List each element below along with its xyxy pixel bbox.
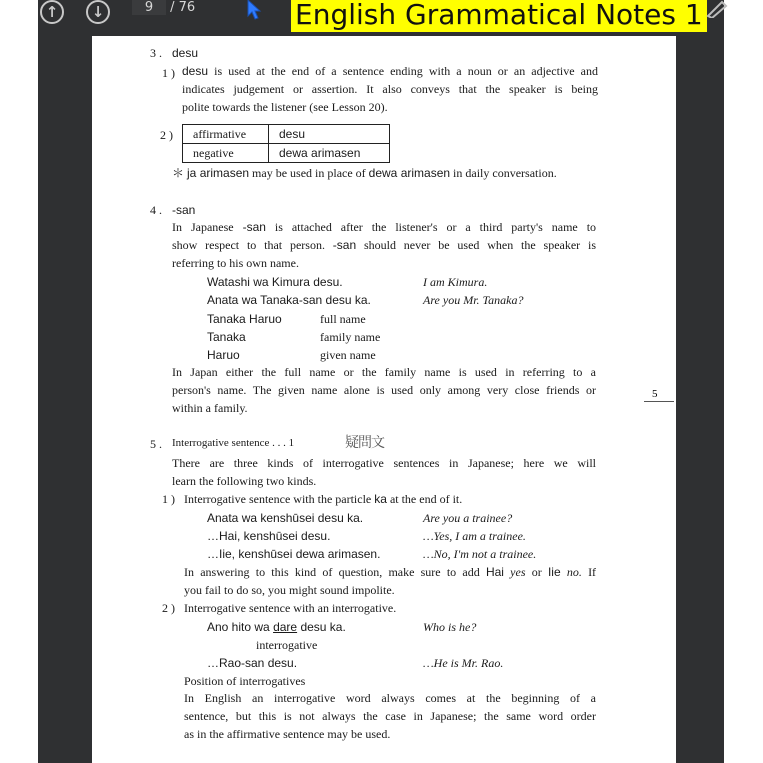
handwritten-note: 疑問文 bbox=[345, 435, 384, 451]
s5-intro-line2: learn the following two kinds. bbox=[172, 474, 317, 488]
example-en: I am Kimura. bbox=[423, 275, 488, 289]
example-en: full name bbox=[320, 312, 366, 326]
s4-para-line2: person's name. The given name alone is used only among very close friends or bbox=[172, 383, 596, 397]
s3-p1-line2: indicates judgement or assertion. It also conveys that the speaker is being bbox=[182, 82, 598, 96]
section-3-number: 3 . bbox=[150, 46, 162, 60]
document-page bbox=[92, 36, 676, 763]
section-4-number: 4 . bbox=[150, 203, 162, 217]
example-jp: Anata wa Tanaka-san desu ka. bbox=[207, 293, 371, 307]
item-5-2-number: 2 ) bbox=[162, 601, 175, 615]
example-jp: …Iie, kenshūsei dewa arimasen. bbox=[207, 547, 381, 561]
item-5-1-number: 1 ) bbox=[162, 492, 175, 506]
margin-page-number: 5 bbox=[652, 388, 658, 400]
example-jp: Watashi wa Kimura desu. bbox=[207, 275, 343, 289]
example-jp: Tanaka Haruo bbox=[207, 312, 282, 326]
example-en: …No, I'm not a trainee. bbox=[423, 547, 537, 561]
viewer-toolbar bbox=[0, 0, 763, 32]
interrogative-note: interrogative bbox=[256, 638, 318, 652]
margin-rule bbox=[644, 401, 674, 402]
table-row bbox=[183, 125, 390, 144]
example-jp: Ano hito wa dare desu ka. bbox=[207, 620, 346, 634]
table-cell: negative bbox=[183, 144, 269, 163]
item-3-1-number: 1 ) bbox=[162, 66, 175, 80]
s5-intro-line1: There are three kinds of interrogative sentences in Japanese; here we will bbox=[172, 456, 596, 470]
example-jp: Anata wa kenshūsei desu ka. bbox=[207, 511, 364, 525]
position-title: Position of interrogatives bbox=[184, 674, 306, 688]
page-number-input[interactable]: 9 bbox=[132, 0, 166, 15]
table-row bbox=[183, 144, 390, 163]
cursor-icon bbox=[247, 0, 263, 20]
example-en: …Yes, I am a trainee. bbox=[423, 529, 526, 543]
table-cell: dewa arimasen bbox=[269, 144, 390, 163]
s5-answer-line1: In answering to this kind of question, make sure to add Hai yes or Iie no. If bbox=[184, 565, 597, 579]
example-jp: Haruo bbox=[207, 348, 240, 362]
title-banner: English Grammatical Notes 1 bbox=[291, 0, 707, 32]
pen-icon[interactable] bbox=[706, 0, 728, 18]
example-en: Are you a trainee? bbox=[423, 511, 513, 525]
example-en: given name bbox=[320, 348, 376, 362]
example-en: …He is Mr. Rao. bbox=[423, 656, 504, 670]
section-5-heading: Interrogative sentence . . . 1 bbox=[172, 437, 295, 449]
table-cell: affirmative bbox=[183, 125, 269, 144]
s5-item2: Interrogative sentence with an interrogative. bbox=[184, 601, 397, 615]
example-jp: …Hai, kenshūsei desu. bbox=[207, 529, 331, 543]
s3-p1-line3: polite towards the listener (see Lesson 20). bbox=[182, 100, 388, 114]
example-jp: …Rao-san desu. bbox=[207, 656, 298, 670]
example-en: family name bbox=[320, 330, 381, 344]
section-4-heading: -san bbox=[172, 203, 196, 217]
s4-para-line3: within a family. bbox=[172, 401, 248, 415]
s4-line1: In Japanese -san is attached after the listener's or a third party's name to bbox=[172, 220, 597, 234]
table-cell: desu bbox=[269, 125, 390, 144]
section-5-number: 5 . bbox=[150, 437, 162, 451]
scroll-down-icon[interactable]: ↓ bbox=[86, 0, 110, 24]
s4-line3: referring to his own name. bbox=[172, 256, 299, 270]
s5-item1: Interrogative sentence with the particle ka at the end of it. bbox=[184, 492, 463, 506]
s3-p1-line1: desu is used at the end of a sentence ending with a noun or an adjective and bbox=[182, 64, 598, 78]
section-3-heading: desu bbox=[172, 46, 199, 60]
desu-table bbox=[182, 124, 390, 163]
example-en: Who is he? bbox=[423, 620, 477, 634]
example-jp: Tanaka bbox=[207, 330, 246, 344]
s3-note: ＊ ja arimasen may be used in place of dewa arimasen in daily conversation. bbox=[172, 166, 557, 180]
position-line1: In English an interrogative word always comes at the beginning of a bbox=[184, 691, 596, 705]
s4-para-line1: In Japan either the full name or the family name is used in referring to a bbox=[172, 365, 596, 379]
s5-answer-line2: you fail to do so, you might sound impolite. bbox=[184, 583, 395, 597]
page-indicator bbox=[132, 0, 195, 15]
page-total: / 76 bbox=[170, 0, 196, 15]
s4-line2: show respect to that person. -san should never be used when the speaker is bbox=[172, 238, 597, 252]
position-line2: sentence, but this is not always the case in Japanese; the same word order bbox=[184, 709, 596, 723]
position-line3: as in the affirmative sentence may be used. bbox=[184, 727, 391, 741]
example-en: Are you Mr. Tanaka? bbox=[423, 293, 524, 307]
item-3-2-number: 2 ) bbox=[160, 128, 173, 142]
scroll-up-icon[interactable]: ↑ bbox=[40, 0, 64, 24]
